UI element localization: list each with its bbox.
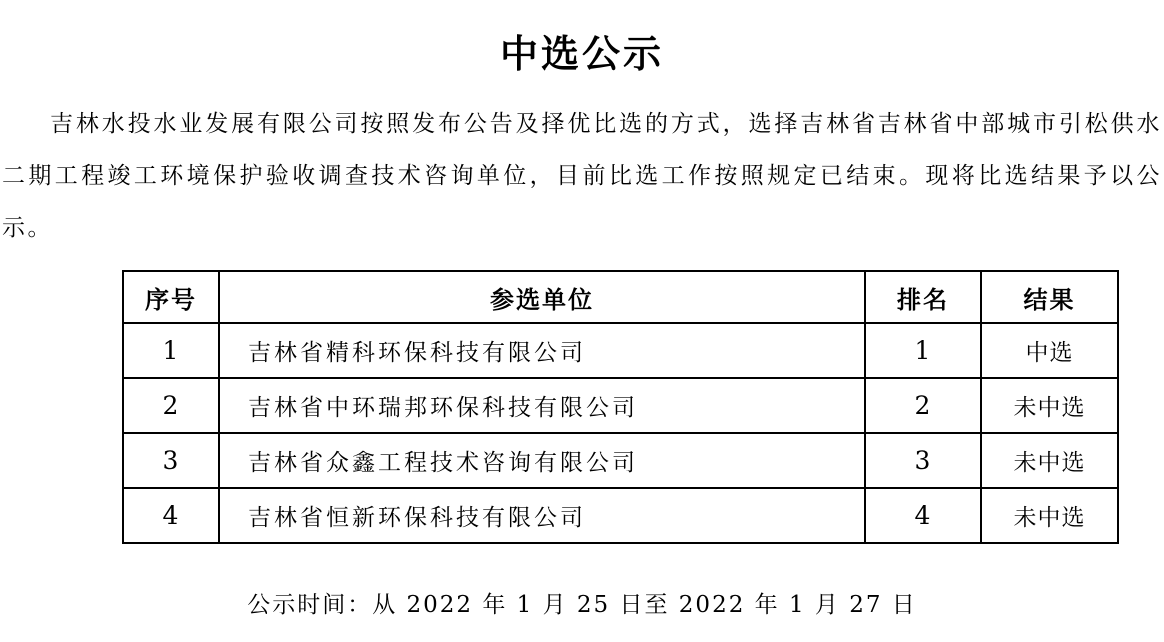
header-result: 结果 [981,271,1118,323]
result-cell: 未中选 [981,433,1118,488]
results-table [122,270,1119,544]
table-row [123,488,1118,543]
announcement-period: 公示时间：从 2022 年 1 月 25 日至 2022 年 1 月 27 日 [247,592,917,618]
serial-number-cell: 3 [123,433,219,488]
company-name-cell: 吉林省精科环保科技有限公司 [219,323,865,378]
table-row [123,323,1118,378]
page-title: 中选公示 [499,31,664,76]
result-cell: 中选 [981,323,1118,378]
serial-number-cell: 2 [123,378,219,433]
table-row [123,378,1118,433]
company-name-cell: 吉林省众鑫工程技术咨询有限公司 [219,433,865,488]
result-cell: 未中选 [981,378,1118,433]
rank-cell: 1 [865,323,981,378]
rank-cell: 4 [865,488,981,543]
header-rank: 排名 [865,271,981,323]
table-row [123,433,1118,488]
result-cell: 未中选 [981,488,1118,543]
table-header-row [123,271,1118,323]
header-serial-number: 序号 [123,271,219,323]
company-name-cell: 吉林省中环瑞邦环保科技有限公司 [219,378,865,433]
header-participating-unit: 参选单位 [219,271,865,323]
serial-number-cell: 4 [123,488,219,543]
rank-cell: 2 [865,378,981,433]
announcement-paragraph: 吉林水投水业发展有限公司按照发布公告及择优比选的方式，选择吉林省吉林省中部城市引松供水二期工程竣工环境保护验收调查技术咨询单位，目前比选工作按照规定已结束。现将比选结果予以公示。 [2,111,1162,241]
rank-cell: 3 [865,433,981,488]
serial-number-cell: 1 [123,323,219,378]
company-name-cell: 吉林省恒新环保科技有限公司 [219,488,865,543]
